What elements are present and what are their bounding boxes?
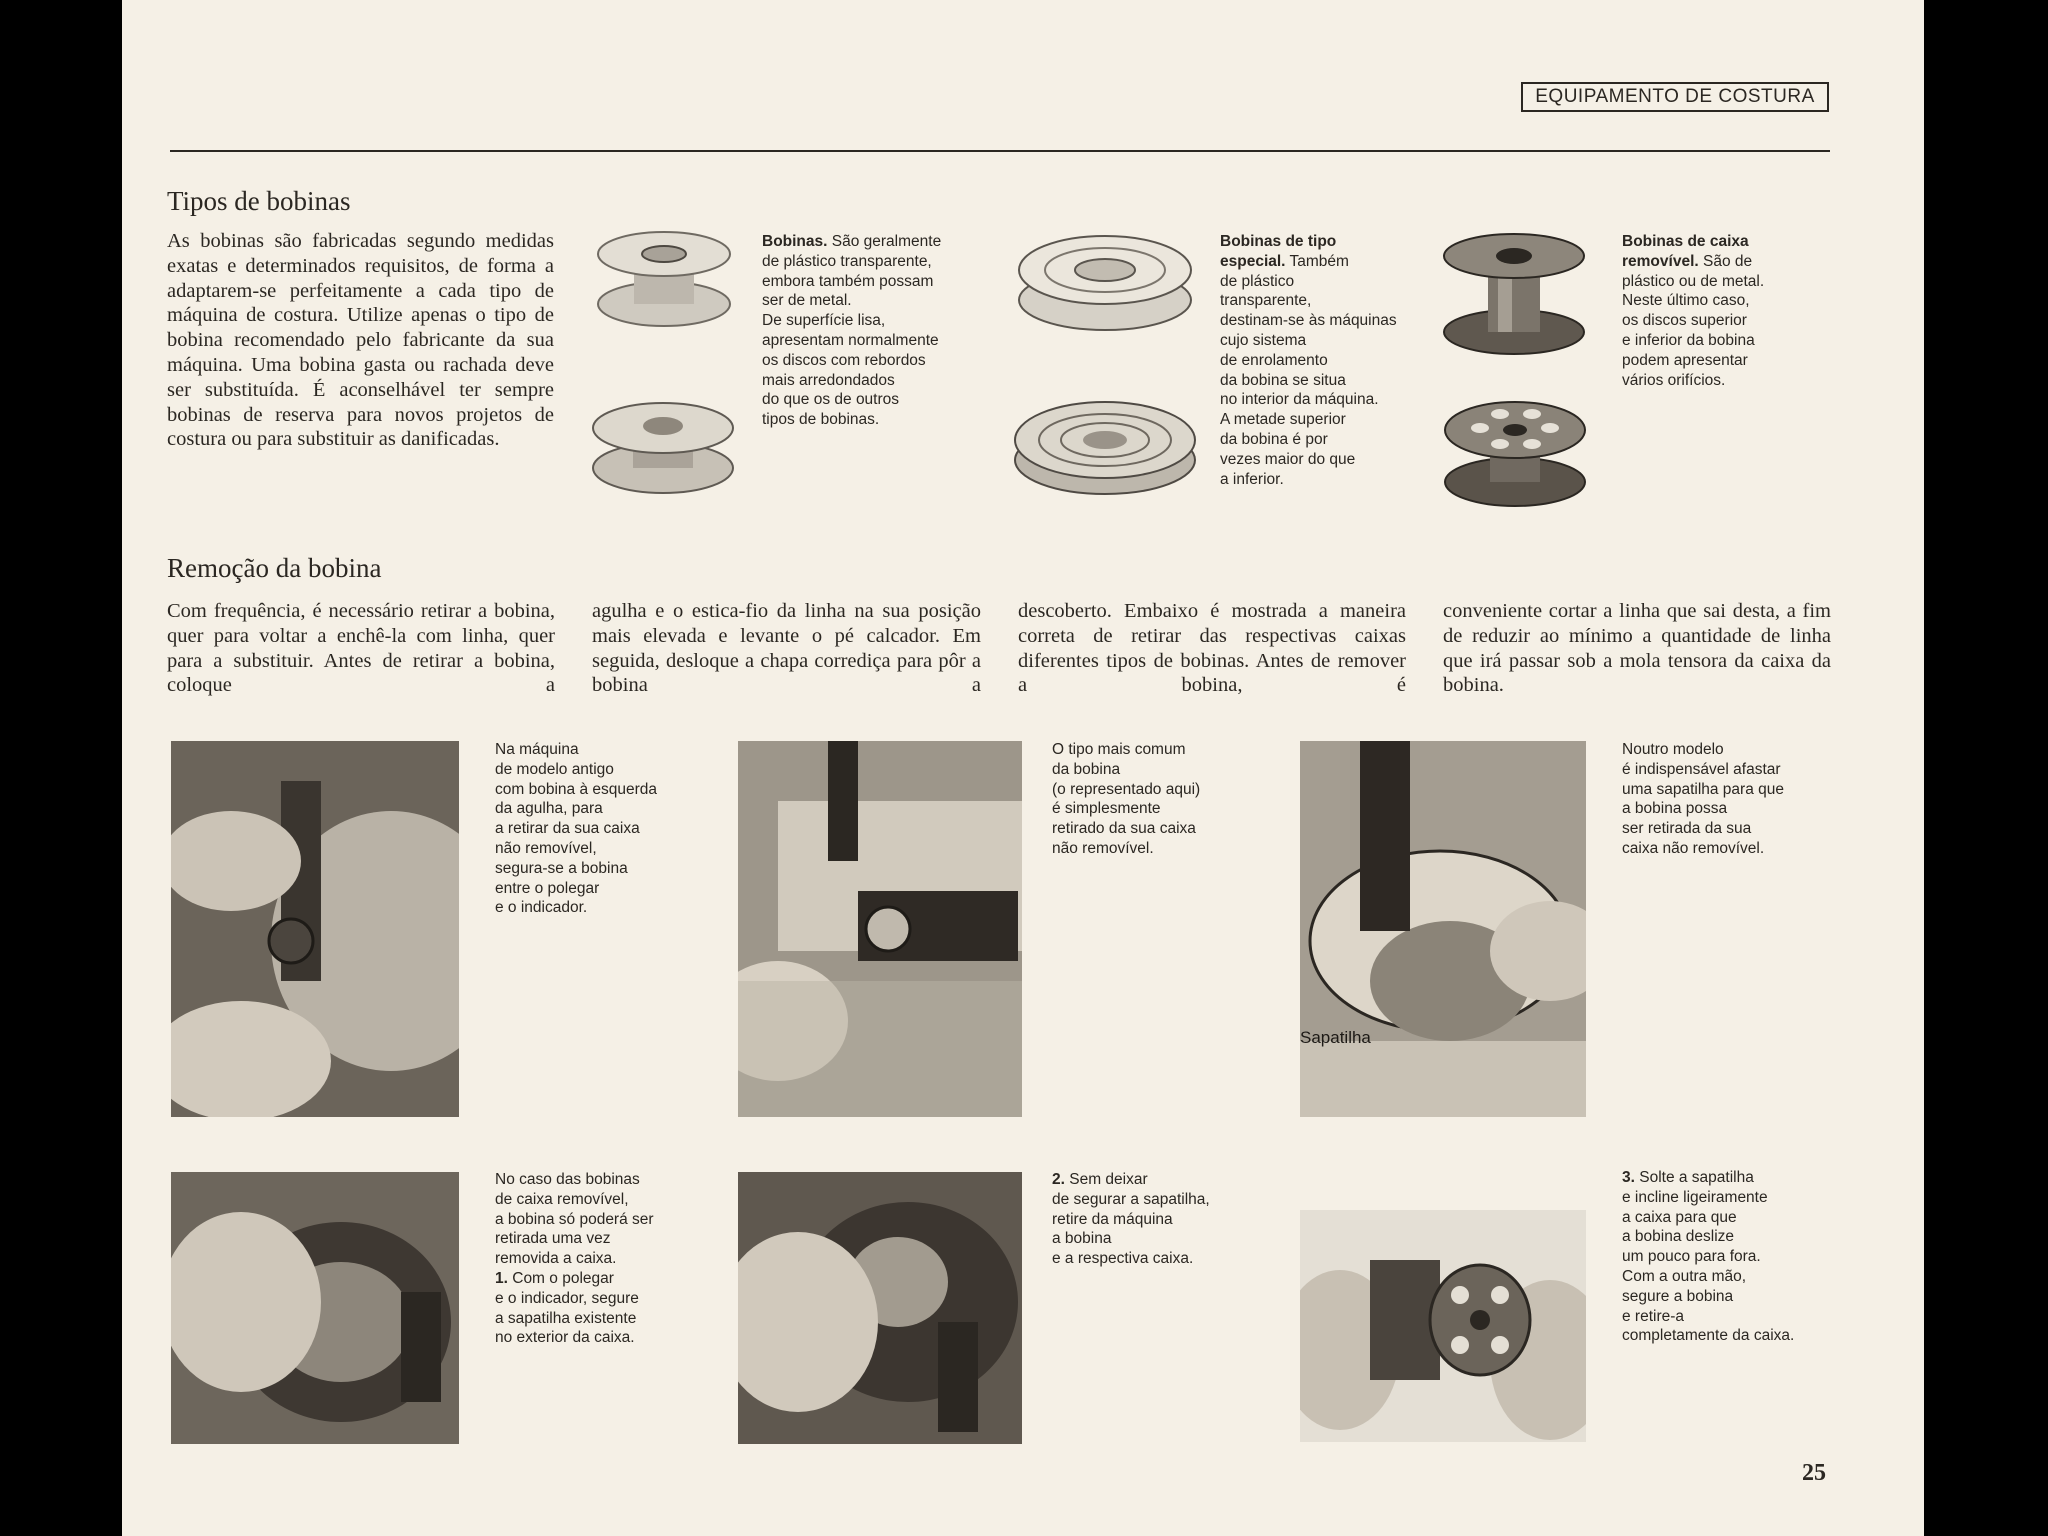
sapatilha-label: Sapatilha [1300, 1028, 1371, 1047]
plastic-bobbin-image [594, 224, 734, 334]
photo-step3-release [1300, 1210, 1586, 1442]
photo-sapatilha-model [1300, 741, 1586, 1117]
photo-removable-case [171, 1172, 459, 1444]
photo-remove-case-step2 [738, 1172, 1022, 1444]
caption-step3: 3. Solte a sapatilha e incline ligeiramente a caixa para que a bobina deslize um pouco para fora. Com a outra mão, segure a bobina e retire-a completamente da caixa. [1622, 1169, 1795, 1345]
section-header-label: EQUIPAMENTO DE COSTURA [1521, 82, 1829, 112]
removal-column-4: conveniente cortar a linha que sai desta, a fim de reduzir ao mínimo a quantidade de linha que irá passar sob a mola tensora da caixa da bobina. [1443, 600, 1831, 697]
caption-bobinas-removivel: Bobinas de caixa removível. São de plástico ou de metal. Neste último caso, os discos superior e inferior da bobina podem apresentar vários orifícios. [1622, 233, 1765, 389]
document-page [122, 0, 1924, 1536]
photo-old-model-bobbin [171, 741, 459, 1117]
special-bobbin-image [1014, 228, 1196, 340]
photo-common-bobbin [738, 741, 1022, 1117]
removal-column-1: Com frequência, é necessário retirar a bobina, quer para voltar a enchê-la com linha, quer para a substituir. Antes de retirar a bobina, coloque a [167, 600, 555, 697]
plastic-bobbin-flat-image [588, 390, 738, 500]
metal-bobbin-image [1440, 226, 1588, 358]
removal-column-3: descoberto. Embaixo é mostrada a maneira correta de retirar das respectivas caixas diferentes tipos de bobinas. Antes de remover a bobina, é [1018, 600, 1406, 697]
caption-bobinas: Bobinas. São geralmente de plástico transparente, embora também possam ser de metal. De superfície lisa, apresentam normalmente os discos com rebordos mais arredondados do que os de outros tipos de bobinas. [762, 233, 942, 429]
section-title-tipos: Tipos de bobinas [167, 186, 351, 216]
removal-column-2: agulha e o estica-fio da linha na sua posição mais elevada e levante o pé calcador. Em seguida, desloque a chapa corrediça para pôr a bobina a [592, 600, 981, 697]
metal-bobbin-holes-image [1440, 392, 1590, 510]
page-number: 25 [1802, 1460, 1826, 1486]
section-title-remocao: Remoção da bobina [167, 553, 382, 583]
caption-removable-case: No caso das bobinas de caixa removível, a bobina só poderá ser retirada uma vez removida a caixa. 1. Com o polegar e o indicador, segure a sapatilha existente no exterior da caixa. [495, 1171, 654, 1347]
header-rule [170, 150, 1830, 152]
caption-step2: 2. Sem deixar de segurar a sapatilha, retire da máquina a bobina e a respectiva caixa. [1052, 1171, 1210, 1268]
caption-old-model: Na máquina de modelo antigo com bobina à esquerda da agulha, para a retirar da sua caixa não removível, segura-se a bobina entre o polegar e o indicador. [495, 741, 658, 917]
intro-paragraph: As bobinas são fabricadas segundo medidas exatas e determinados requisitos, de forma a adaptarem-se perfeitamente a cada tipo de máquina de costura. Utilize apenas o tipo de bobina recomendado pelo fabricante da sua máquina. Uma bobina gasta ou rachada deve ser substituída. É aconselhável ter sempre bobinas de reserva para novos projetos de costura ou para substituir as danificadas. [167, 230, 554, 451]
caption-other-model: Noutro modelo é indispensável afastar uma sapatilha para que a bobina possa ser retirada da sua caixa não removível. [1622, 741, 1785, 857]
special-bobbin-top-image [1010, 384, 1200, 502]
caption-bobinas-especial: Bobinas de tipo especial. Também de plástico transparente, destinam-se às máquinas cujo sistema de enrolamento da bobina se situa no interior da máquina. A metade superior da bobina é por vezes maior do que a inferior. [1220, 233, 1397, 488]
caption-common-type: O tipo mais comum da bobina (o representado aqui) é simplesmente retirado da sua caixa não removível. [1052, 741, 1201, 857]
